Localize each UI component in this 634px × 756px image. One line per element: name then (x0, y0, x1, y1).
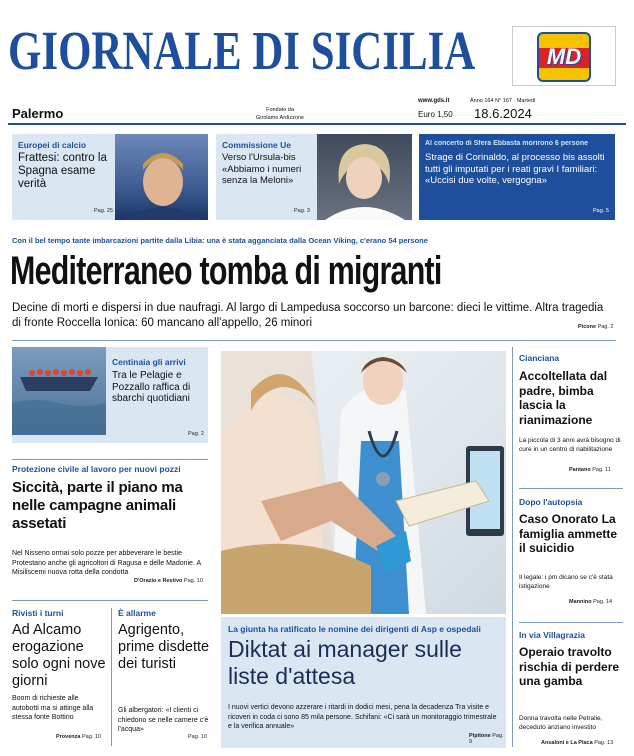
health-credit (469, 733, 506, 745)
health-credit-name: Pipitone (469, 733, 491, 739)
top-story-kicker: Commissione Ue (222, 140, 291, 150)
lead-credit-name: Picone (578, 324, 597, 330)
side-story-credit (569, 599, 612, 605)
top-story-page: Pag. 3 (294, 208, 310, 214)
side-story-headline: Accoltellata dal padre, bimba lascia la rianimazione (519, 369, 608, 427)
side-story-credit-name: Ansaloni e La Placa (541, 740, 593, 746)
md-logo[interactable] (512, 26, 616, 86)
side-separator-1 (519, 488, 623, 489)
top-story-headline: Verso l'Ursula-bis «Abbiamo i numeri senza la Meloni» (222, 152, 302, 186)
founded-by (245, 106, 315, 122)
founded-line2: Girolamo Ardizzone (256, 115, 304, 121)
side-story-credit (569, 467, 611, 473)
arrivals-page: Pag. 2 (188, 431, 204, 437)
side-story-cianciana[interactable] (519, 353, 623, 485)
arrivals-box[interactable] (12, 347, 208, 443)
agrigento-page: Pag. 10 (188, 734, 207, 740)
arrivals-kicker: Centinaia gli arrivi (112, 357, 186, 367)
side-story-kicker: Cianciana (519, 353, 560, 363)
alcamo-body: Boom di richieste alle autobotti ma si attinge alla stessa fonte Bottino (12, 695, 94, 721)
side-story-credit-page: Pag. 14 (593, 599, 613, 605)
side-story-body: Donna travolta nelle Petralie, deceduto anziano investito (519, 715, 603, 731)
top-story-kicker: Al concerto di Sfera Ebbasta morirono 6 persone (425, 140, 588, 147)
issue-date: 18.6.2024 (474, 106, 532, 121)
side-story-headline: Operaio travolto rischia di perdere una gamba (519, 645, 620, 688)
migrant-boat-photo (12, 347, 106, 435)
side-story-onorato[interactable] (519, 497, 623, 617)
lead-kicker: Con il bel tempo tante imbarcazioni partite dalla Libia: una è stata agganciata dalla Ocean Viking, c'erano 54 persone (12, 236, 428, 245)
doctor-illustration-icon (221, 351, 506, 614)
top-story-headline: Frattesi: contro la Spagna esame verità (18, 152, 107, 190)
masthead-rule (8, 123, 626, 125)
drought-body: Nel Nisseno ormai solo pozze per abbeverare le bestie Protestano anche gli agricoltori di Ragusa e delle Madonie. A Misiliscemi nuova rotta della condotta (12, 550, 201, 576)
masthead (0, 0, 634, 121)
drought-headline: Siccità, parte il piano ma nelle campagne animali assetati (12, 479, 183, 532)
health-credit-page: Pag. 9 (469, 733, 504, 745)
price: Euro 1,50 (418, 110, 453, 119)
alcamo-credit-name: Provenza (56, 734, 81, 740)
side-story-kicker: In via Villagrazia (519, 630, 585, 640)
top-story-kicker: Europei di calcio (18, 140, 87, 150)
lead-credit-page: Pag. 2 (597, 324, 614, 330)
md-logo-text: MD (546, 44, 582, 69)
agrigento-body: Gli albergatori: «I clienti ci chiedono se nelle camere c'è l'acqua» (118, 707, 209, 733)
agrigento-story[interactable] (118, 608, 210, 748)
ursula-photo (317, 134, 412, 220)
top-story-corinaldo[interactable] (419, 134, 615, 220)
alcamo-kicker: Rivisti i turni (12, 608, 64, 618)
side-story-body: La piccola di 3 anni avrà bisogno di cure in un centro di riabilitazione (519, 437, 621, 453)
website[interactable]: www.gds.it (418, 98, 450, 104)
side-story-kicker: Dopo l'autopsia (519, 497, 583, 507)
lead-summary: Decine di morti e dispersi in due naufragi. Al largo di Lampedusa soccorso un barcone: dieci le vittime. Altra tragedia di fronte Roccella Ionica: 60 mancano all'appello, 26 minori (12, 302, 604, 329)
doctor-patient-photo (221, 351, 506, 614)
drought-story[interactable] (12, 464, 208, 590)
health-body: I nuovi vertici devono azzerare i ritardi in dodici mesi, pena la decadenza Tra visite e ricoveri in coda ci sono 85 mila persone. Schifani: «Ci sarà un monitoraggio trimestrale e la verifica annuale» (228, 704, 497, 730)
alcamo-headline: Ad Alcamo erogazione solo ogni nove giorni (12, 622, 106, 689)
drought-separator-bottom (12, 600, 208, 601)
column-divider (111, 608, 112, 746)
health-headline: Diktat ai manager sulle liste d'attesa (228, 636, 462, 689)
alcamo-story[interactable] (12, 608, 106, 748)
drought-credit-page: Pag. 10 (183, 578, 203, 584)
alcamo-credit-page: Pag. 10 (82, 734, 101, 740)
drought-separator-top (12, 459, 208, 460)
issue-number: Anno 164 N° 167 · Martedì (470, 98, 536, 104)
side-story-credit-name: Mannino (569, 599, 592, 605)
side-story-credit-page: Pag. 13 (594, 740, 614, 746)
boat-icon (12, 347, 106, 435)
top-story-page: Pag. 5 (593, 208, 609, 214)
politician-portrait-icon (317, 134, 412, 220)
right-column-divider (512, 347, 513, 747)
side-story-credit (541, 740, 613, 746)
side-story-villagrazia[interactable] (519, 630, 623, 750)
side-separator-2 (519, 622, 623, 623)
drought-credit-name: D'Orazio e Restivo (134, 578, 183, 584)
newspaper-title: GIORNALE DI SICILIA (8, 20, 476, 81)
frattesi-photo (115, 134, 208, 220)
drought-credit (134, 578, 203, 584)
top-story-page: Pag. 25 (94, 208, 113, 214)
player-portrait-icon (115, 134, 208, 220)
side-story-body: Il legale: i pm dicano se c'è stata istigazione (519, 574, 613, 590)
agrigento-kicker: È allarme (118, 608, 156, 618)
drought-kicker: Protezione civile al lavoro per nuovi pozzi (12, 464, 181, 474)
lead-credit (578, 324, 613, 330)
health-box[interactable] (221, 617, 506, 748)
top-story-headline: Strage di Corinaldo, al processo bis assolti tutti gli imputati per i reati gravi I familiari: «Uccisi due volte, vergogna» (425, 152, 605, 186)
top-story-ursula[interactable] (216, 134, 412, 220)
md-logo-badge (537, 32, 591, 82)
arrivals-headline: Tra le Pelagie e Pozzallo raffica di sbarchi quotidiani (112, 370, 191, 404)
side-story-headline: Caso Onorato La famiglia ammette il suicidio (519, 512, 618, 555)
city-label: Palermo (12, 106, 64, 121)
founded-line1: Fondato da (266, 107, 294, 113)
lead-separator (12, 340, 616, 341)
agrigento-headline: Agrigento, prime disdette dei turisti (118, 622, 210, 672)
side-story-credit-page: Pag. 11 (592, 467, 611, 473)
alcamo-credit (56, 734, 101, 740)
top-story-frattesi[interactable] (12, 134, 208, 220)
health-kicker: La giunta ha ratificato le nomine dei dirigenti di Asp e ospedali (228, 624, 481, 634)
side-story-credit-name: Pantano (569, 467, 591, 473)
lead-headline[interactable]: Mediterraneo tomba di migranti (10, 249, 442, 293)
